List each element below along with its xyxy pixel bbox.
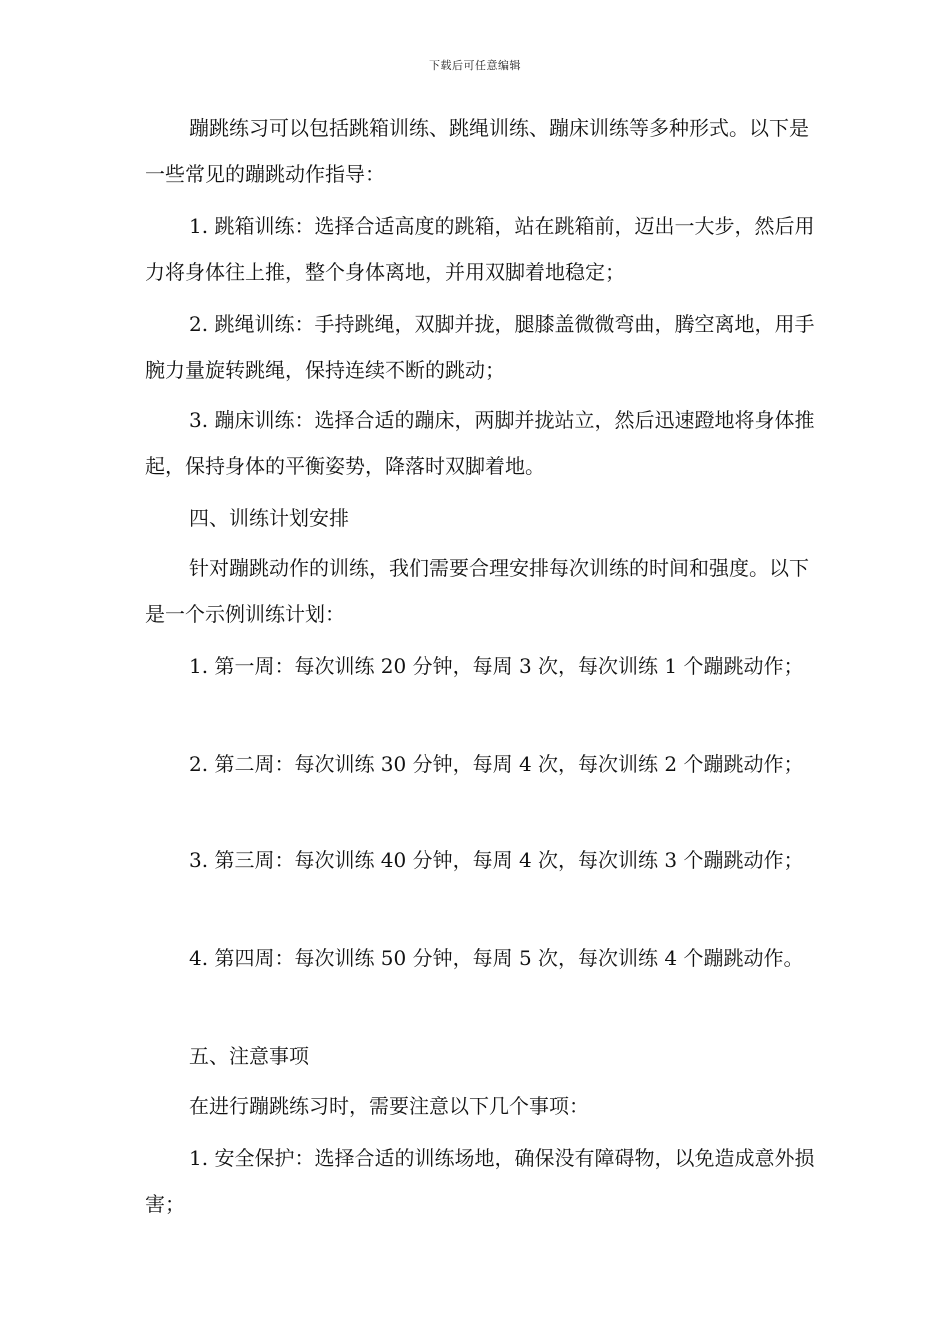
list-item: 4. 第四周：每次训练 50 分钟，每周 5 次，每次训练 4 个蹦跳动作。 [189,946,804,970]
paragraph: 在进行蹦跳练习时，需要注意以下几个事项： [189,1094,589,1118]
list-item: 1. 第一周：每次训练 20 分钟，每周 3 次，每次训练 1 个蹦跳动作； [189,654,804,678]
list-item: 2. 跳绳训练：手持跳绳，双脚并拢，腿膝盖微微弯曲，腾空离地，用手腕力量旋转跳绳，保持连续不断的跳动； [145,312,815,382]
section-heading: 四、训练计划安排 [189,506,349,530]
paragraph: 针对蹦跳动作的训练，我们需要合理安排每次训练的时间和强度。以下是一个示例训练计划： [145,556,809,626]
list-item: 1. 安全保护：选择合适的训练场地，确保没有障碍物，以免造成意外损害； [145,1146,815,1216]
section-heading: 五、注意事项 [189,1044,309,1068]
page-header: 下载后可任意编辑 [429,59,521,72]
list-item: 2. 第二周：每次训练 30 分钟，每周 4 次，每次训练 2 个蹦跳动作； [189,752,804,776]
list-item: 3. 第三周：每次训练 40 分钟，每周 4 次，每次训练 3 个蹦跳动作； [189,848,804,872]
paragraph: 蹦跳练习可以包括跳箱训练、跳绳训练、蹦床训练等多种形式。以下是一些常见的蹦跳动作指导： [145,116,809,186]
list-item: 1. 跳箱训练：选择合适高度的跳箱，站在跳箱前，迈出一大步，然后用力将身体往上推，整个身体离地，并用双脚着地稳定； [145,214,815,284]
list-item: 3. 蹦床训练：选择合适的蹦床，两脚并拢站立，然后迅速蹬地将身体推起，保持身体的平衡姿势，降落时双脚着地。 [145,408,815,478]
